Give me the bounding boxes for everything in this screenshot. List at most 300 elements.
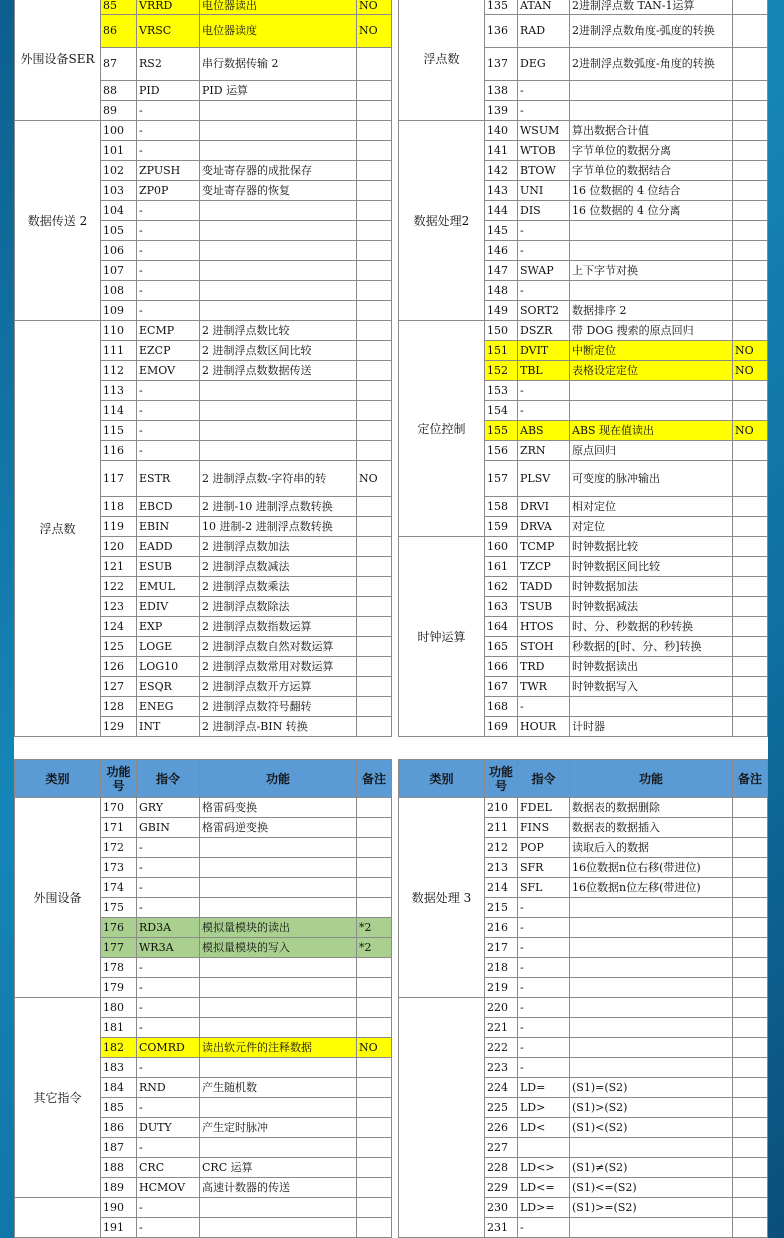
function-number-cell: 148	[485, 281, 518, 301]
function-number-cell: 107	[101, 261, 137, 281]
instruction-cell: -	[518, 978, 570, 998]
function-number-cell: 212	[485, 838, 518, 858]
function-cell: 2 进制浮点数指数运算	[200, 617, 357, 637]
function-cell	[200, 1198, 357, 1218]
function-cell: 时钟数据减法	[570, 597, 733, 617]
function-number-cell: 89	[101, 101, 137, 121]
function-number-cell: 140	[485, 121, 518, 141]
function-number-cell: 229	[485, 1178, 518, 1198]
instruction-cell: -	[137, 241, 200, 261]
instruction-cell: DVIT	[518, 341, 570, 361]
instruction-cell: DSZR	[518, 321, 570, 341]
instruction-cell: LD=	[518, 1078, 570, 1098]
function-number-cell: 120	[101, 537, 137, 557]
function-cell	[570, 918, 733, 938]
function-number-cell: 146	[485, 241, 518, 261]
function-number-cell: 153	[485, 381, 518, 401]
function-cell	[570, 101, 733, 121]
note-cell	[733, 1018, 768, 1038]
note-cell	[733, 958, 768, 978]
note-cell	[357, 181, 392, 201]
function-cell: 模拟量模块的写入	[200, 938, 357, 958]
instruction-cell: TCMP	[518, 537, 570, 557]
note-cell	[733, 898, 768, 918]
instruction-cell: -	[137, 998, 200, 1018]
function-number-cell: 171	[101, 818, 137, 838]
instruction-cell: HCMOV	[137, 1178, 200, 1198]
instruction-cell: SORT2	[518, 301, 570, 321]
instruction-cell: COMRD	[137, 1038, 200, 1058]
note-cell	[733, 301, 768, 321]
function-number-cell: 118	[101, 497, 137, 517]
function-number-cell: 158	[485, 497, 518, 517]
table-row	[15, 798, 392, 818]
instruction-cell: INT	[137, 717, 200, 737]
function-number-cell: 228	[485, 1158, 518, 1178]
note-cell	[357, 798, 392, 818]
note-cell	[733, 1078, 768, 1098]
instruction-cell: -	[137, 1058, 200, 1078]
function-cell	[570, 898, 733, 918]
instruction-cell: RS2	[137, 48, 200, 81]
note-cell	[357, 121, 392, 141]
function-number-cell: 150	[485, 321, 518, 341]
instruction-cell: TADD	[518, 577, 570, 597]
function-cell: 变址寄存器的成批保存	[200, 161, 357, 181]
function-cell: 16 位数据的 4 位分离	[570, 201, 733, 221]
note-cell	[357, 361, 392, 381]
note-cell	[733, 401, 768, 421]
function-number-cell: 225	[485, 1098, 518, 1118]
function-cell: PID 运算	[200, 81, 357, 101]
instruction-cell: PLSV	[518, 461, 570, 497]
category-cell: 定位控制	[399, 321, 485, 537]
function-number-cell: 144	[485, 201, 518, 221]
note-cell	[733, 858, 768, 878]
function-number-cell: 104	[101, 201, 137, 221]
function-number-cell: 221	[485, 1018, 518, 1038]
function-number-cell: 156	[485, 441, 518, 461]
note-cell	[733, 1058, 768, 1078]
function-number-cell: 128	[101, 697, 137, 717]
note-cell: NO	[357, 461, 392, 497]
note-cell	[733, 998, 768, 1018]
function-cell: 格雷码逆变换	[200, 818, 357, 838]
table-bottom-right	[398, 759, 768, 1238]
note-cell	[357, 48, 392, 81]
function-cell: 2 进制浮点数加法	[200, 537, 357, 557]
instruction-cell: -	[137, 381, 200, 401]
instruction-cell: -	[137, 878, 200, 898]
note-cell	[357, 898, 392, 918]
function-cell	[570, 281, 733, 301]
note-cell	[357, 1178, 392, 1198]
function-number-cell: 186	[101, 1118, 137, 1138]
instruction-cell: ZPUSH	[137, 161, 200, 181]
header-category: 类别	[399, 760, 485, 798]
instruction-cell: -	[518, 898, 570, 918]
table-row	[15, 1198, 392, 1218]
function-number-cell: 138	[485, 81, 518, 101]
instruction-cell: LD<	[518, 1118, 570, 1138]
note-cell	[733, 1218, 768, 1238]
function-number-cell: 121	[101, 557, 137, 577]
function-cell: 电位器读度	[200, 15, 357, 48]
table-row	[399, 537, 768, 557]
function-number-cell: 88	[101, 81, 137, 101]
instruction-cell: -	[518, 1218, 570, 1238]
instruction-cell: PID	[137, 81, 200, 101]
note-cell	[733, 441, 768, 461]
note-cell	[357, 161, 392, 181]
function-number-cell: 182	[101, 1038, 137, 1058]
function-cell	[570, 1058, 733, 1078]
instruction-cell: VRSC	[137, 15, 200, 48]
instruction-cell: ATAN	[518, 0, 570, 15]
instruction-cell: -	[518, 1058, 570, 1078]
function-cell: (S1)>(S2)	[570, 1098, 733, 1118]
note-cell: *2	[357, 938, 392, 958]
instruction-cell: TZCP	[518, 557, 570, 577]
instruction-cell: DRVA	[518, 517, 570, 537]
instruction-cell: -	[137, 858, 200, 878]
note-cell	[733, 1178, 768, 1198]
function-number-cell: 149	[485, 301, 518, 321]
function-cell: 相对定位	[570, 497, 733, 517]
note-cell	[733, 101, 768, 121]
function-cell: 2 进制浮点数区间比较	[200, 341, 357, 361]
note-cell	[733, 1158, 768, 1178]
function-number-cell: 103	[101, 181, 137, 201]
instruction-cell: -	[137, 1018, 200, 1038]
instruction-cell: EDIV	[137, 597, 200, 617]
function-number-cell: 230	[485, 1198, 518, 1218]
function-cell	[200, 201, 357, 221]
function-number-cell: 152	[485, 361, 518, 381]
function-number-cell: 215	[485, 898, 518, 918]
note-cell	[357, 221, 392, 241]
instruction-cell: -	[518, 241, 570, 261]
note-cell	[357, 101, 392, 121]
note-cell	[357, 401, 392, 421]
note-cell	[733, 838, 768, 858]
instruction-cell: TRD	[518, 657, 570, 677]
instruction-cell: -	[137, 121, 200, 141]
note-cell: NO	[357, 15, 392, 48]
header-instruction: 指令	[518, 760, 570, 798]
table-row	[399, 121, 768, 141]
function-cell: 2 进制浮点数乘法	[200, 577, 357, 597]
note-cell	[733, 1038, 768, 1058]
instruction-cell: ZP0P	[137, 181, 200, 201]
function-number-cell: 220	[485, 998, 518, 1018]
note-cell	[733, 1198, 768, 1218]
function-number-cell: 154	[485, 401, 518, 421]
instruction-cell: EBCD	[137, 497, 200, 517]
instruction-cell: DIS	[518, 201, 570, 221]
function-number-cell: 163	[485, 597, 518, 617]
note-cell: NO	[733, 421, 768, 441]
function-cell	[570, 81, 733, 101]
function-cell	[200, 858, 357, 878]
note-cell	[357, 261, 392, 281]
function-number-cell: 85	[101, 0, 137, 15]
function-cell	[200, 121, 357, 141]
note-cell: NO	[733, 341, 768, 361]
function-cell: 时钟数据加法	[570, 577, 733, 597]
function-cell: 2 进制浮点数除法	[200, 597, 357, 617]
note-cell	[733, 121, 768, 141]
function-cell: 读出软元件的注释数据	[200, 1038, 357, 1058]
function-number-cell: 227	[485, 1138, 518, 1158]
note-cell	[357, 1198, 392, 1218]
note-cell	[357, 81, 392, 101]
instruction-cell: RD3A	[137, 918, 200, 938]
instruction-cell: TWR	[518, 677, 570, 697]
instruction-cell: -	[518, 101, 570, 121]
function-number-cell: 102	[101, 161, 137, 181]
table-row	[399, 321, 768, 341]
note-cell	[357, 281, 392, 301]
note-cell	[733, 557, 768, 577]
function-cell: 产生随机数	[200, 1078, 357, 1098]
instruction-cell: LD<=	[518, 1178, 570, 1198]
note-cell	[733, 597, 768, 617]
function-number-cell: 213	[485, 858, 518, 878]
instruction-cell: -	[137, 958, 200, 978]
function-cell	[570, 381, 733, 401]
function-cell: 2 进制浮点数常用对数运算	[200, 657, 357, 677]
function-number-cell: 177	[101, 938, 137, 958]
function-cell	[200, 101, 357, 121]
function-number-cell: 226	[485, 1118, 518, 1138]
function-number-cell: 159	[485, 517, 518, 537]
instruction-cell: FINS	[518, 818, 570, 838]
function-number-cell: 223	[485, 1058, 518, 1078]
note-cell	[733, 1138, 768, 1158]
note-cell	[357, 838, 392, 858]
note-cell	[733, 577, 768, 597]
note-cell	[357, 301, 392, 321]
function-cell: 2 进制浮点-BIN 转换	[200, 717, 357, 737]
function-number-cell: 185	[101, 1098, 137, 1118]
function-cell: 2 进制浮点数自然对数运算	[200, 637, 357, 657]
function-cell: 时、分、秒数据的秒转换	[570, 617, 733, 637]
instruction-cell: LD>	[518, 1098, 570, 1118]
table-top-right	[398, 0, 768, 737]
category-cell: 其它指令	[15, 998, 101, 1198]
function-number-cell: 181	[101, 1018, 137, 1038]
note-cell: NO	[733, 361, 768, 381]
function-cell	[570, 697, 733, 717]
section-gap	[14, 739, 768, 759]
instruction-cell: SWAP	[518, 261, 570, 281]
function-cell: (S1)=(S2)	[570, 1078, 733, 1098]
note-cell	[357, 1218, 392, 1238]
function-cell: 模拟量模块的读出	[200, 918, 357, 938]
note-cell	[733, 677, 768, 697]
function-number-cell: 214	[485, 878, 518, 898]
instruction-cell: -	[137, 898, 200, 918]
function-number-cell: 125	[101, 637, 137, 657]
function-cell: 对定位	[570, 517, 733, 537]
note-cell	[733, 717, 768, 737]
function-cell: 2 进制浮点数减法	[200, 557, 357, 577]
function-cell: 秒数据的[时、分、秒]转换	[570, 637, 733, 657]
header-category: 类别	[15, 760, 101, 798]
note-cell	[357, 321, 392, 341]
note-cell	[733, 161, 768, 181]
function-cell: 中断定位	[570, 341, 733, 361]
instruction-cell: -	[518, 958, 570, 978]
function-number-cell: 170	[101, 798, 137, 818]
function-cell	[200, 1098, 357, 1118]
instruction-cell: TSUB	[518, 597, 570, 617]
function-cell: 2 进制浮点数比较	[200, 321, 357, 341]
note-cell	[357, 978, 392, 998]
note-cell: NO	[357, 1038, 392, 1058]
note-cell	[357, 677, 392, 697]
instruction-cell: EXP	[137, 617, 200, 637]
category-cell: 浮点数	[399, 0, 485, 121]
function-number-cell: 210	[485, 798, 518, 818]
function-number-cell: 126	[101, 657, 137, 677]
note-cell	[733, 938, 768, 958]
function-cell	[570, 1038, 733, 1058]
function-cell: 读取后入的数据	[570, 838, 733, 858]
instruction-cell: GRY	[137, 798, 200, 818]
function-number-cell: 114	[101, 401, 137, 421]
table-bottom-left	[14, 759, 392, 1238]
function-number-cell: 151	[485, 341, 518, 361]
note-cell	[357, 958, 392, 978]
category-cell: 数据处理2	[399, 121, 485, 321]
function-number-cell: 160	[485, 537, 518, 557]
function-number-cell: 168	[485, 697, 518, 717]
note-cell	[357, 697, 392, 717]
function-number-cell: 187	[101, 1138, 137, 1158]
function-number-cell: 224	[485, 1078, 518, 1098]
function-number-cell: 183	[101, 1058, 137, 1078]
note-cell	[357, 497, 392, 517]
instruction-cell: EMUL	[137, 577, 200, 597]
instruction-cell: -	[518, 81, 570, 101]
instruction-cell: BTOW	[518, 161, 570, 181]
note-cell	[357, 878, 392, 898]
instruction-cell: -	[518, 697, 570, 717]
function-number-cell: 136	[485, 15, 518, 48]
instruction-cell: RAD	[518, 15, 570, 48]
function-number-cell: 112	[101, 361, 137, 381]
category-cell	[399, 998, 485, 1238]
function-cell: 表格设定定位	[570, 361, 733, 381]
function-number-cell: 87	[101, 48, 137, 81]
instruction-cell: FDEL	[518, 798, 570, 818]
note-cell	[733, 517, 768, 537]
function-cell: (S1)<(S2)	[570, 1118, 733, 1138]
note-cell	[357, 1118, 392, 1138]
function-number-cell: 139	[485, 101, 518, 121]
note-cell	[357, 657, 392, 677]
function-number-cell: 101	[101, 141, 137, 161]
function-cell: 上下字节对换	[570, 261, 733, 281]
function-number-cell: 164	[485, 617, 518, 637]
function-number-cell: 110	[101, 321, 137, 341]
note-cell	[733, 918, 768, 938]
instruction-cell	[518, 1138, 570, 1158]
function-number-cell: 143	[485, 181, 518, 201]
function-number-cell: 176	[101, 918, 137, 938]
instruction-cell: -	[518, 401, 570, 421]
category-cell: 浮点数	[15, 321, 101, 737]
table-row	[399, 798, 768, 818]
function-number-cell: 115	[101, 421, 137, 441]
function-number-cell: 137	[485, 48, 518, 81]
function-cell	[570, 938, 733, 958]
function-cell: 2进制浮点数 TAN-1运算	[570, 0, 733, 15]
instruction-cell: HOUR	[518, 717, 570, 737]
function-cell	[200, 441, 357, 461]
header-function: 功能	[200, 760, 357, 798]
function-cell	[570, 241, 733, 261]
function-cell	[570, 958, 733, 978]
note-cell	[357, 617, 392, 637]
instruction-cell: VRRD	[137, 0, 200, 15]
function-number-cell: 127	[101, 677, 137, 697]
instruction-cell: CRC	[137, 1158, 200, 1178]
function-cell: 2 进制浮点数符号翻转	[200, 697, 357, 717]
instruction-cell: -	[137, 1198, 200, 1218]
function-cell: 产生定时脉冲	[200, 1118, 357, 1138]
instruction-cell: DUTY	[137, 1118, 200, 1138]
function-cell	[200, 1018, 357, 1038]
table-row	[15, 0, 392, 15]
note-cell	[357, 241, 392, 261]
instruction-cell: STOH	[518, 637, 570, 657]
instruction-cell: -	[518, 1038, 570, 1058]
function-number-cell: 106	[101, 241, 137, 261]
note-cell	[733, 878, 768, 898]
function-cell	[200, 958, 357, 978]
note-cell	[357, 557, 392, 577]
function-number-cell: 108	[101, 281, 137, 301]
instruction-cell: -	[518, 918, 570, 938]
function-number-cell: 117	[101, 461, 137, 497]
function-cell	[200, 301, 357, 321]
note-cell	[733, 461, 768, 497]
function-cell: 时钟数据读出	[570, 657, 733, 677]
note-cell	[733, 978, 768, 998]
instruction-cell: ESQR	[137, 677, 200, 697]
function-cell: 算出数据合计值	[570, 121, 733, 141]
function-number-cell: 165	[485, 637, 518, 657]
function-cell: 计时器	[570, 717, 733, 737]
function-number-cell: 184	[101, 1078, 137, 1098]
note-cell	[733, 818, 768, 838]
note-cell: *2	[357, 918, 392, 938]
note-cell	[357, 1058, 392, 1078]
instruction-cell: EZCP	[137, 341, 200, 361]
instruction-cell: EADD	[137, 537, 200, 557]
function-cell: CRC 运算	[200, 1158, 357, 1178]
function-cell	[200, 381, 357, 401]
function-cell: 数据表的数据插入	[570, 818, 733, 838]
table-row	[15, 321, 392, 341]
function-cell: 2 进制-10 进制浮点数转换	[200, 497, 357, 517]
function-cell: 数据表的数据删除	[570, 798, 733, 818]
function-number-cell: 109	[101, 301, 137, 321]
function-number-cell: 180	[101, 998, 137, 1018]
